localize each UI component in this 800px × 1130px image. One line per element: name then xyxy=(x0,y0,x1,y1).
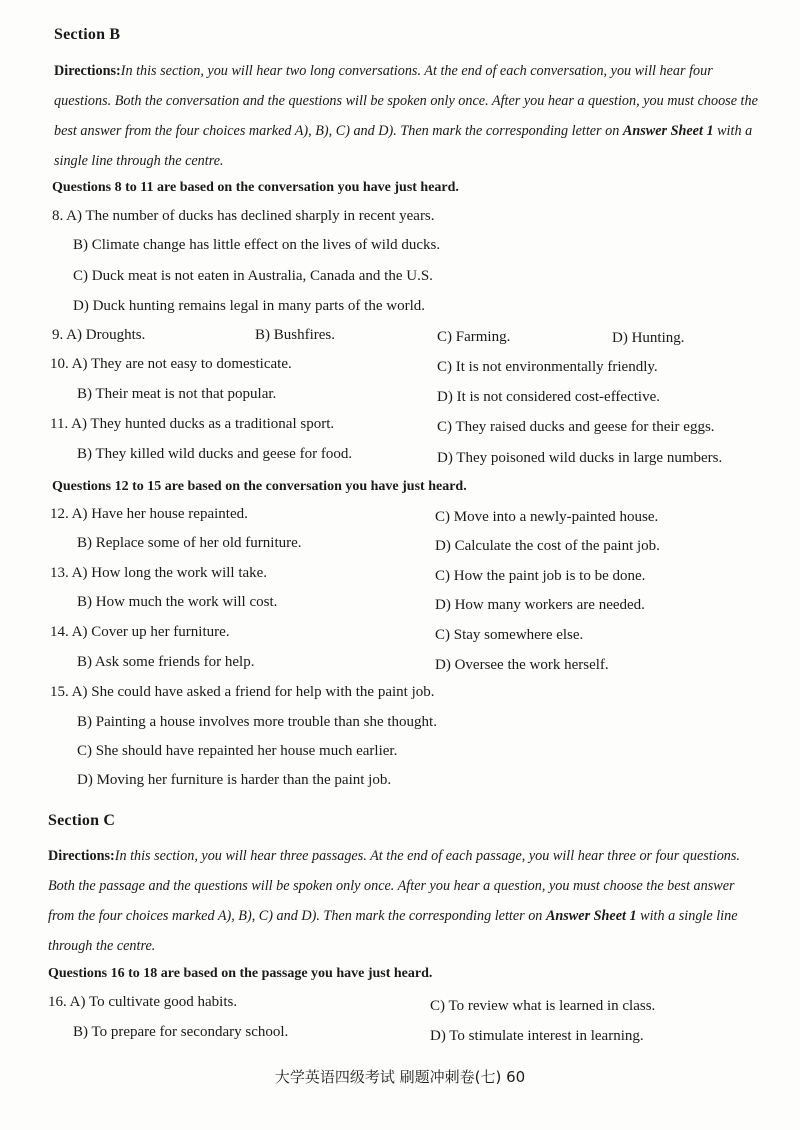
q9-option-d: D) Hunting. xyxy=(612,330,685,346)
q13-option-c: C) How the paint job is to be done. xyxy=(435,568,646,584)
q12-option-b: B) Replace some of her old furniture. xyxy=(77,535,302,551)
section-b-title: Section B xyxy=(54,26,121,43)
q8-option-a: 8. A) The number of ducks has declined sharply in recent years. xyxy=(52,208,435,224)
section-b-directions xyxy=(54,56,760,176)
q14-option-d: D) Oversee the work herself. xyxy=(435,657,609,673)
q12-option-a: 12. A) Have her house repainted. xyxy=(50,506,248,522)
q10-option-b: B) Their meat is not that popular. xyxy=(77,386,277,402)
section-b-directions-label: Directions: xyxy=(54,63,121,79)
q8-option-c: C) Duck meat is not eaten in Australia, Canada and the U.S. xyxy=(73,268,433,284)
q9-option-a: 9. A) Droughts. xyxy=(52,327,146,343)
questions-8-11-header: Questions 8 to 11 are based on the conversation you have just heard. xyxy=(52,180,459,195)
q9-option-b: B) Bushfires. xyxy=(255,327,335,343)
q11-option-c: C) They raised ducks and geese for their eggs. xyxy=(437,419,715,435)
section-b-directions-text-2: with a single line through the centre. xyxy=(54,123,753,169)
q16-option-c: C) To review what is learned in class. xyxy=(430,998,656,1014)
q8-option-d: D) Duck hunting remains legal in many parts of the world. xyxy=(73,298,426,314)
section-c-title: Section C xyxy=(48,812,116,829)
q15-option-d: D) Moving her furniture is harder than the paint job. xyxy=(77,772,392,788)
q11-option-d: D) They poisoned wild ducks in large numbers. xyxy=(437,450,723,466)
q11-option-b: B) They killed wild ducks and geese for food. xyxy=(77,446,353,462)
q10-option-d: D) It is not considered cost-effective. xyxy=(437,389,660,405)
q16-option-b: B) To prepare for secondary school. xyxy=(73,1024,289,1040)
q13-option-b: B) How much the work will cost. xyxy=(77,594,278,610)
q14-option-a: 14. A) Cover up her furniture. xyxy=(50,624,230,640)
q8-option-b: B) Climate change has little effect on the lives of wild ducks. xyxy=(73,237,441,253)
q9-option-c: C) Farming. xyxy=(437,329,511,345)
section-c-answer-sheet: Answer Sheet 1 xyxy=(545,908,637,924)
section-c-directions-label: Directions: xyxy=(48,848,115,864)
questions-16-18-header: Questions 16 to 18 are based on the passage you have just heard. xyxy=(48,966,433,981)
q12-option-c: C) Move into a newly-painted house. xyxy=(435,509,659,525)
section-b-directions-text-1: In this section, you will hear two long conversations. At the end of each conversation, you will hear four questions. Both the conversation and the questions will be spoken only once. After you hear a question, you must choose the best answer from the four choices marked A), B), C) and D). Then mark the corresponding letter on xyxy=(54,63,758,139)
q16-option-a: 16. A) To cultivate good habits. xyxy=(48,994,238,1010)
q10-option-c: C) It is not environmentally friendly. xyxy=(437,359,658,375)
q10-option-a: 10. A) They are not easy to domesticate. xyxy=(50,356,292,372)
q15-option-a: 15. A) She could have asked a friend for help with the paint job. xyxy=(50,684,435,700)
section-c-directions-text-2: with a single line through the centre. xyxy=(48,908,738,954)
q14-option-c: C) Stay somewhere else. xyxy=(435,627,584,643)
q13-option-d: D) How many workers are needed. xyxy=(435,597,645,613)
page-footer: 大学英语四级考试 刷题冲刺卷(七) 60 xyxy=(274,1068,526,1086)
q14-option-b: B) Ask some friends for help. xyxy=(77,654,255,670)
section-c-directions-text-1: In this section, you will hear three passages. At the end of each passage, you will hear three or four questions. Both the passage and the questions will be spoken only once. After you hear a question, you must choose the best answer from the four choices marked A), B), C) and D). Then mark the corresponding letter on xyxy=(48,848,740,924)
q12-option-d: D) Calculate the cost of the paint job. xyxy=(435,538,660,554)
q15-option-c: C) She should have repainted her house much earlier. xyxy=(77,743,398,759)
q15-option-b: B) Painting a house involves more trouble than she thought. xyxy=(77,714,437,730)
q16-option-d: D) To stimulate interest in learning. xyxy=(430,1028,644,1044)
q13-option-a: 13. A) How long the work will take. xyxy=(50,565,268,581)
section-b-answer-sheet: Answer Sheet 1 xyxy=(622,123,714,139)
q11-option-a: 11. A) They hunted ducks as a traditional sport. xyxy=(50,416,335,432)
questions-12-15-header: Questions 12 to 15 are based on the conversation you have just heard. xyxy=(52,479,467,494)
section-c-directions xyxy=(48,841,760,961)
